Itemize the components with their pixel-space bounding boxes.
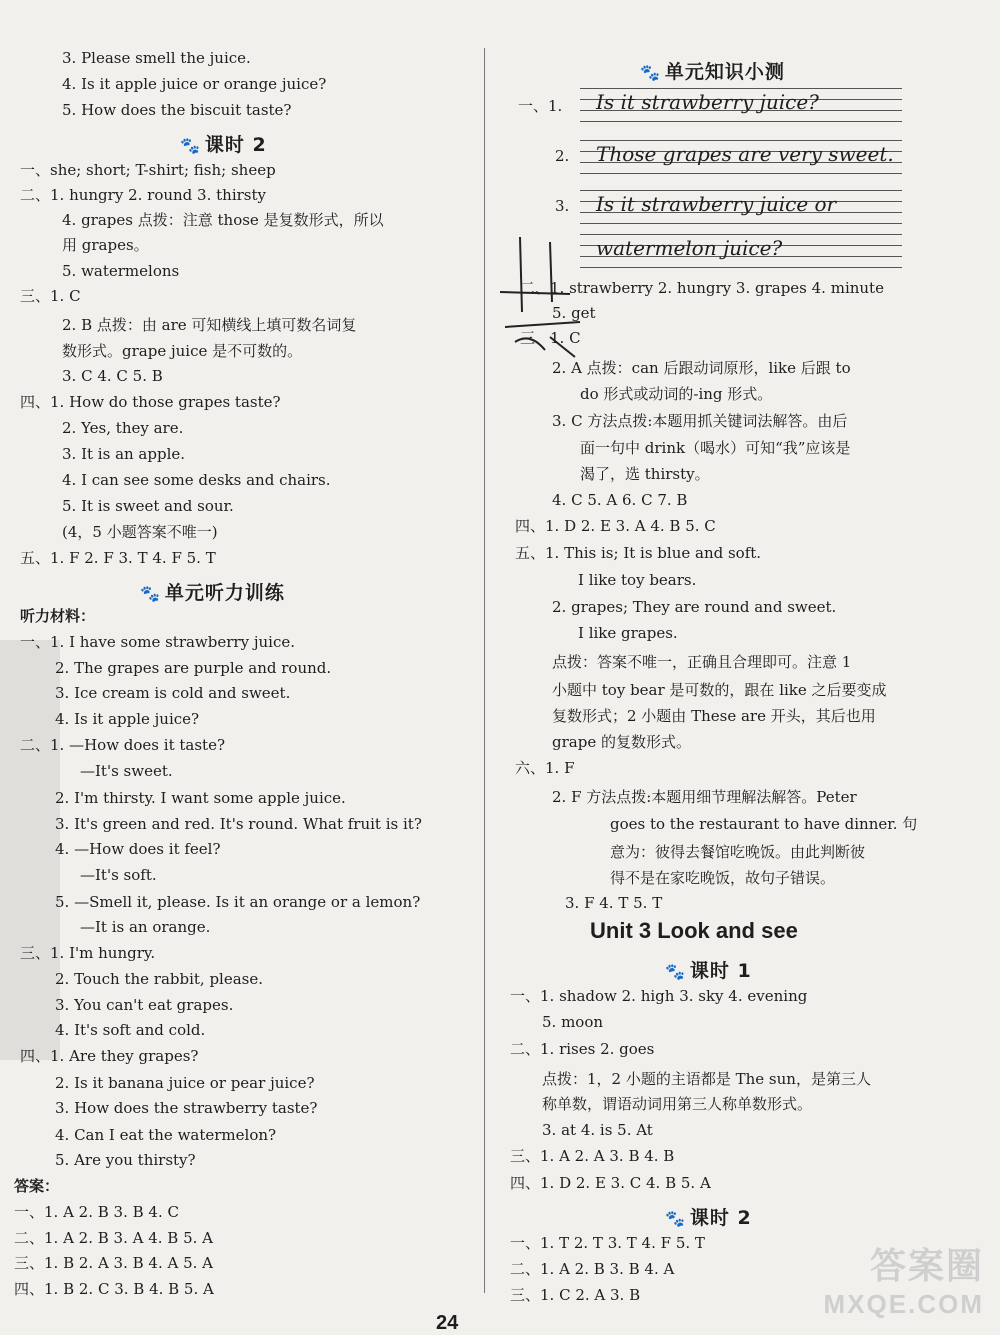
answer-line: 三、1. C 2. A 3. B — [510, 1286, 641, 1304]
question-number: 3. — [555, 197, 570, 215]
answer-line: 三、1. C — [20, 287, 81, 305]
answer-line: 2. Is it banana juice or pear juice? — [55, 1074, 315, 1092]
answer-line: 2. B 点拨：由 are 可知横线上填可数名词复 — [62, 316, 357, 334]
section-heading: 🐾 课时 2 — [180, 134, 267, 156]
answer-line: I like grapes. — [578, 624, 678, 642]
answer-line: 二、1. A 2. B 3. B 4. A — [510, 1260, 675, 1278]
answer-line: 2. grapes; They are round and sweet. — [552, 598, 837, 616]
answer-line: grape 的复数形式。 — [552, 733, 691, 751]
answer-line: 点拨：答案不唯一，正确且合理即可。注意 1 — [552, 653, 852, 671]
answer-line: 五、1. F 2. F 3. T 4. F 5. T — [20, 549, 216, 567]
answer-line: 4. I can see some desks and chairs. — [62, 471, 331, 489]
answer-line: 复数形式；2 小题由 These are 开头，其后也用 — [552, 707, 876, 725]
answer-line: 数形式。grape juice 是不可数的。 — [62, 342, 303, 360]
answer-line: 点拨：1，2 小题的主语都是 The sun，是第三人 — [542, 1070, 871, 1088]
answer-line: 3. C 方法点拨:本题用抓关键词法解答。由后 — [552, 412, 848, 430]
answer-line: 3. How does the strawberry taste? — [55, 1099, 318, 1117]
answer-line: 5. get — [552, 304, 596, 322]
paw-icon: 🐾 — [665, 1209, 686, 1228]
paw-icon: 🐾 — [140, 584, 161, 603]
watermark-logo-text: 答案圈 — [869, 1245, 984, 1286]
answer-line: 2. I'm thirsty. I want some apple juice. — [55, 789, 346, 807]
answer-line: 一、she; short; T-shirt; fish; sheep — [20, 161, 276, 179]
answer-line: 4. Is it apple juice? — [55, 710, 200, 728]
watermark-url: MXQE.COM — [823, 1289, 984, 1319]
answer-line: 面一句中 drink（喝水）可知“我”应该是 — [580, 439, 851, 457]
answer-line: 三、1. C — [520, 329, 581, 347]
answer-line: 称单数，谓语动词用第三人称单数形式。 — [542, 1095, 813, 1113]
answer-line: 四、1. D 2. E 3. A 4. B 5. C — [515, 517, 716, 535]
handwriting-line — [580, 190, 902, 222]
answer-line: 4. C 5. A 6. C 7. B — [552, 491, 688, 509]
answer-line: 3. You can't eat grapes. — [55, 996, 234, 1014]
answer-line: 3. It's green and red. It's round. What fruit is it? — [55, 815, 422, 833]
answer-line: 二、1. A 2. B 3. A 4. B 5. A — [14, 1229, 214, 1247]
answer-line: 5. Are you thirsty? — [55, 1151, 196, 1169]
page-number: 24 — [436, 1312, 459, 1334]
handwritten-answer: watermelon juice? — [596, 236, 783, 260]
answer-line: 三、1. B 2. A 3. B 4. A 5. A — [14, 1254, 214, 1272]
section-heading: 🐾 课时 2 — [665, 1207, 752, 1229]
site-watermark — [824, 1238, 984, 1320]
left-column — [0, 0, 470, 1326]
unit-title: Unit 3 Look and see — [590, 918, 798, 943]
handwriting-line — [580, 234, 902, 266]
answer-line: 六、1. F — [515, 759, 575, 777]
answer-line: do 形式或动词的-ing 形式。 — [580, 385, 773, 403]
answer-line: 5. watermelons — [62, 262, 180, 280]
answer-line: goes to the restaurant to have dinner. 句 — [610, 815, 918, 833]
answer-line: 得不是在家吃晚饭，故句子错误。 — [610, 869, 836, 887]
answer-line: 4. Can I eat the watermelon? — [55, 1126, 277, 1144]
answer-line: 一、1. A 2. B 3. B 4. C — [14, 1203, 179, 1221]
pen-scribble — [490, 232, 600, 372]
answer-line: 三、1. I'm hungry. — [20, 944, 156, 962]
answer-line: 5. How does the biscuit taste? — [62, 101, 292, 119]
answer-line: 渴了，选 thirsty。 — [580, 465, 710, 483]
answer-line: 3. C 4. C 5. B — [62, 367, 163, 385]
paw-icon: 🐾 — [640, 63, 661, 82]
answer-line: 5. —Smell it, please. Is it an orange or a lemon? — [55, 893, 421, 911]
answer-line: 五、1. This is; It is blue and soft. — [515, 544, 762, 562]
section-heading: 🐾 单元知识小测 — [640, 61, 785, 83]
handwritten-answer: Is it strawberry juice or — [596, 192, 837, 216]
answer-line: 2. F 方法点拨:本题用细节理解法解答。Peter — [552, 788, 857, 806]
handwriting-line — [580, 88, 902, 120]
answer-line: 4. It's soft and cold. — [55, 1021, 206, 1039]
handwriting-line — [580, 140, 902, 172]
paw-icon: 🐾 — [180, 136, 201, 155]
answer-line: 二、1. hungry 2. round 3. thirsty — [20, 186, 266, 204]
answer-line: —It's sweet. — [80, 762, 173, 780]
paw-icon: 🐾 — [665, 962, 686, 981]
answer-line: 2. Touch the rabbit, please. — [55, 970, 264, 988]
answer-note: (4，5 小题答案不唯一) — [62, 523, 218, 541]
answer-line: 四、1. D 2. E 3. C 4. B 5. A — [510, 1174, 711, 1192]
answer-line: 3. Ice cream is cold and sweet. — [55, 684, 291, 702]
section-heading: 🐾 课时 1 — [665, 960, 752, 982]
question-number: 2. — [555, 147, 570, 165]
handwritten-answer: Those grapes are very sweet. — [596, 142, 894, 166]
answer-line: 2. The grapes are purple and round. — [55, 659, 332, 677]
answer-line: —It's soft. — [80, 866, 157, 884]
question-number: 一、1. — [518, 97, 563, 115]
answer-line: 三、1. A 2. A 3. B 4. B — [510, 1147, 675, 1165]
answer-line: I like toy bears. — [578, 571, 697, 589]
answer-line: 一、1. T 2. T 3. T 4. F 5. T — [510, 1234, 705, 1252]
answer-line: 一、1. I have some strawberry juice. — [20, 633, 295, 651]
answer-line: 2. A 点拨：can 后跟动词原形，like 后跟 to — [552, 359, 851, 377]
answer-line: 一、1. shadow 2. high 3. sky 4. evening — [510, 987, 808, 1005]
answer-line: 4. grapes 点拨：注意 those 是复数形式，所以 — [62, 211, 384, 229]
answer-line: 3. Please smell the juice. — [62, 49, 251, 67]
section-heading: 🐾 单元听力训练 — [140, 582, 285, 604]
answer-line: 四、1. How do those grapes taste? — [20, 393, 281, 411]
answers-label: 答案： — [14, 1177, 60, 1195]
answer-line: 5. It is sweet and sour. — [62, 497, 234, 515]
answer-line: 二、1. strawberry 2. hungry 3. grapes 4. minute — [520, 279, 884, 297]
answer-line: 小题中 toy bear 是可数的，跟在 like 之后要变成 — [552, 681, 887, 699]
answer-line: 5. moon — [542, 1013, 604, 1031]
answer-line: 二、1. rises 2. goes — [510, 1040, 655, 1058]
answer-line: —It is an orange. — [80, 918, 211, 936]
listening-label: 听力材料： — [20, 607, 96, 625]
answer-line: 四、1. B 2. C 3. B 4. B 5. A — [14, 1280, 214, 1298]
answer-line: 2. Yes, they are. — [62, 419, 184, 437]
answer-line: 用 grapes。 — [62, 236, 149, 254]
answer-line: 4. Is it apple juice or orange juice? — [62, 75, 327, 93]
answer-line: 3. It is an apple. — [62, 445, 186, 463]
answer-line: 二、1. —How does it taste? — [20, 736, 225, 754]
column-divider — [484, 48, 485, 1293]
answer-line: 4. —How does it feel? — [55, 840, 221, 858]
answer-line: 四、1. Are they grapes? — [20, 1047, 199, 1065]
handwritten-answer: Is it strawberry juice? — [596, 90, 819, 114]
answer-line: 意为：彼得去餐馆吃晚饭。由此判断彼 — [610, 843, 866, 861]
answer-line: 3. at 4. is 5. At — [542, 1121, 653, 1139]
answer-line: 3. F 4. T 5. T — [565, 894, 663, 912]
